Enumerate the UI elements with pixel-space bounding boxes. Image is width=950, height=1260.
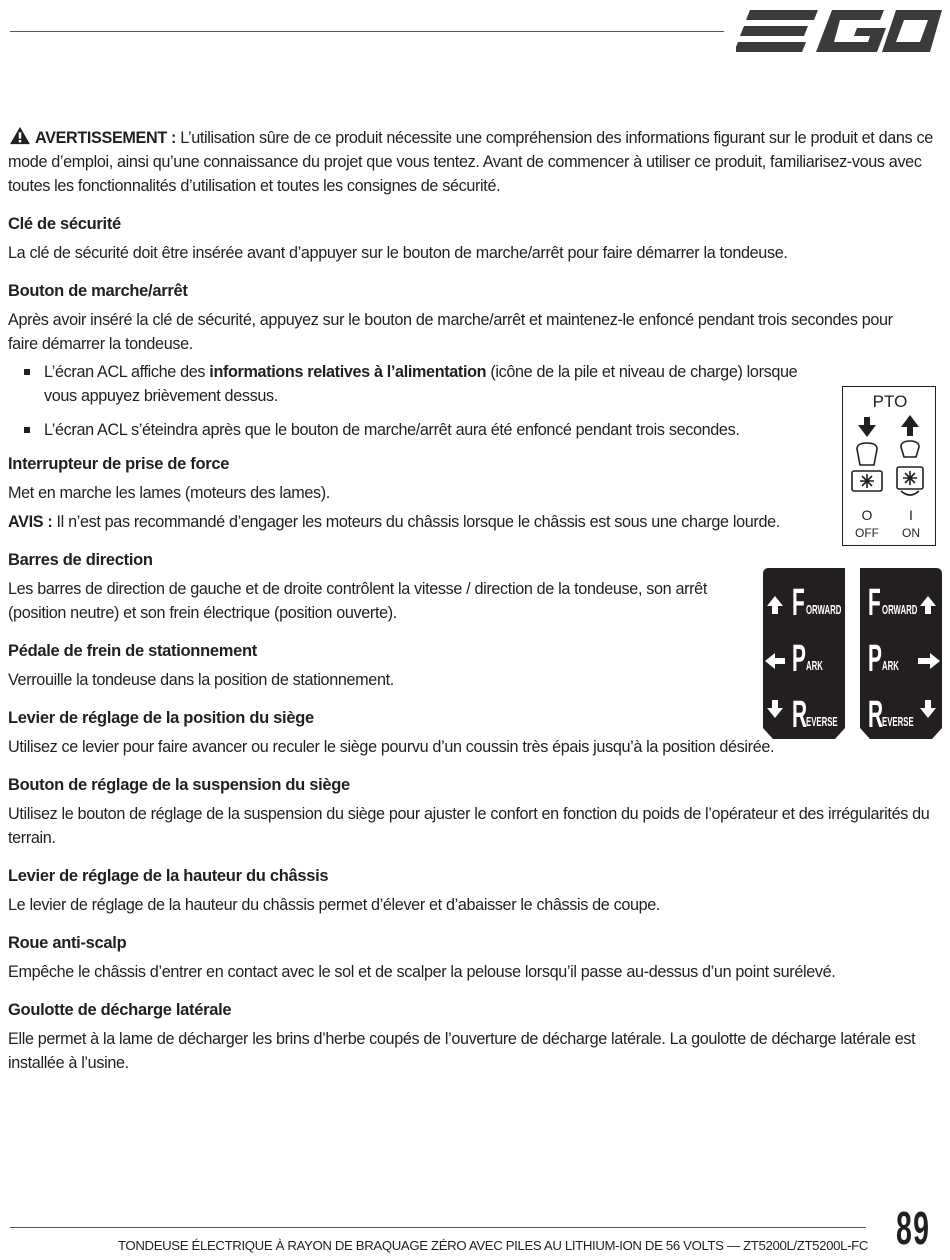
on-label: ON xyxy=(902,526,920,540)
reverse-initial: R xyxy=(792,693,808,736)
ego-logo xyxy=(736,8,942,54)
off-symbol: O xyxy=(861,507,873,523)
reverse-label: EVERSE xyxy=(882,715,914,730)
warning-text: L’utilisation sûre de ce produit nécessite une compréhension des informations figurant sur le produit et dans ce mode d’emploi, ainsi qu’une connaissance du projet que vous tentez. Avant de commencer à utiliser ce produit, familiarisez-vous avec toutes les fonctionnalités d’utilisation et toutes les consignes de sécurité. xyxy=(8,129,933,195)
seat-position-heading: Levier de réglage de la position du siège xyxy=(8,709,314,727)
section-safety-key xyxy=(8,212,940,265)
page-number: 89 xyxy=(896,1202,931,1254)
header-rule xyxy=(10,31,724,32)
safety-key-text: La clé de sécurité doit être insérée avant d’appuyer sur le bouton de marche/arrêt pour faire démarrer la tondeuse. xyxy=(8,244,788,262)
right-lever-decal xyxy=(860,568,942,739)
anti-scalp-text: Empêche le châssis d’entrer en contact avec le sol et de scalper la pelouse lorsqu’il passe au-dessus d’un point surélevé. xyxy=(8,963,836,981)
warning-paragraph xyxy=(8,126,940,198)
section-seat-suspension xyxy=(8,773,940,850)
seat-suspension-text: Utilisez le bouton de réglage de la suspension du siège pour ajuster le confort en fonction du poids de l’opérateur et des irrégularités du terrain. xyxy=(8,805,930,847)
reverse-initial: R xyxy=(868,693,884,736)
left-lever-decal xyxy=(763,568,845,739)
bullet-item: L’écran ACL affiche des informations relatives à l’alimentation (icône de la pile et niveau de charge) lorsque vous appuyez brièvement dessus. xyxy=(8,360,828,408)
anti-scalp-heading: Roue anti-scalp xyxy=(8,934,127,952)
power-button-bullets xyxy=(8,360,828,442)
pto-knob-off-icon xyxy=(852,443,882,491)
park-label: ARK xyxy=(882,659,899,674)
section-deck-height xyxy=(8,864,940,917)
power-button-text: Après avoir inséré la clé de sécurité, appuyez sur le bouton de marche/arrêt et maintenez-le enfoncé pendant trois secondes pour faire démarrer la tondeuse. xyxy=(8,311,893,353)
deck-height-text: Le levier de réglage de la hauteur du châssis permet d’élever et d’abaisser le châssis de coupe. xyxy=(8,896,661,914)
seat-position-text: Utilisez ce levier pour faire avancer ou reculer le siège pourvu d’un coussin très épais jusqu’à la position désirée. xyxy=(8,738,775,756)
footer-text: TONDEUSE ÉLECTRIQUE À RAYON DE BRAQUAGE ZÉRO AVEC PILES AU LITHIUM-ION DE 56 VOLTS — ZT5200L/ZT5200L-FC xyxy=(117,1238,868,1253)
discharge-chute-text: Elle permet à la lame de décharger les brins d’herbe coupés de l’ouverture de décharge latérale. La goulotte de décharge latérale est installée à l’usine. xyxy=(8,1030,916,1072)
warning-label: AVERTISSEMENT : xyxy=(35,129,177,147)
pto-switch-heading: Interrupteur de prise de force xyxy=(8,455,230,473)
park-initial: P xyxy=(868,637,882,680)
forward-label: ORWARD xyxy=(806,603,842,618)
right-lever-diagram xyxy=(860,568,942,739)
pto-switch-text: Met en marche les lames (moteurs des lames). xyxy=(8,484,330,502)
section-anti-scalp xyxy=(8,931,940,984)
bullet-item: L’écran ACL s’éteindra après que le bouton de marche/arrêt aura été enfoncé pendant trois secondes. xyxy=(8,418,828,442)
forward-initial: F xyxy=(792,581,805,624)
on-symbol: I xyxy=(909,507,913,523)
warning-triangle-icon xyxy=(8,126,32,145)
arrow-up-icon xyxy=(901,415,919,436)
park-label: ARK xyxy=(806,659,823,674)
left-lever-diagram xyxy=(763,568,845,739)
parking-brake-text: Verrouille la tondeuse dans la position de stationnement. xyxy=(8,671,394,689)
discharge-chute-heading: Goulotte de décharge latérale xyxy=(8,1001,232,1019)
pto-title: PTO xyxy=(872,392,908,411)
deck-height-heading: Levier de réglage de la hauteur du châssis xyxy=(8,867,329,885)
power-button-heading: Bouton de marche/arrêt xyxy=(8,282,188,300)
safety-key-heading: Clé de sécurité xyxy=(8,215,121,233)
forward-label: ORWARD xyxy=(882,603,918,618)
reverse-label: EVERSE xyxy=(806,715,838,730)
section-pto-switch xyxy=(8,452,940,534)
steering-bars-text: Les barres de direction de gauche et de droite contrôlent la vitesse / direction de la tondeuse, son arrêt (position neutre) et son frein électrique (position ouverte). xyxy=(8,580,707,622)
parking-brake-heading: Pédale de frein de stationnement xyxy=(8,642,257,660)
notice-label: AVIS : xyxy=(8,513,53,531)
pto-diagram xyxy=(843,387,937,547)
notice-text: Il n’est pas recommandé d’engager les moteurs du châssis lorsque le châssis est sous une charge lourde. xyxy=(52,513,780,531)
steering-bars-heading: Barres de direction xyxy=(8,551,153,569)
forward-initial: F xyxy=(868,581,881,624)
section-discharge-chute xyxy=(8,998,940,1075)
park-initial: P xyxy=(792,637,806,680)
seat-suspension-heading: Bouton de réglage de la suspension du siège xyxy=(8,776,350,794)
off-label: OFF xyxy=(855,526,879,540)
section-power-button xyxy=(8,279,940,442)
pto-knob-on-icon xyxy=(897,441,923,495)
footer-rule xyxy=(10,1227,866,1228)
pto-figure xyxy=(842,386,936,546)
arrow-down-icon xyxy=(858,417,876,437)
pto-notice xyxy=(8,510,828,534)
